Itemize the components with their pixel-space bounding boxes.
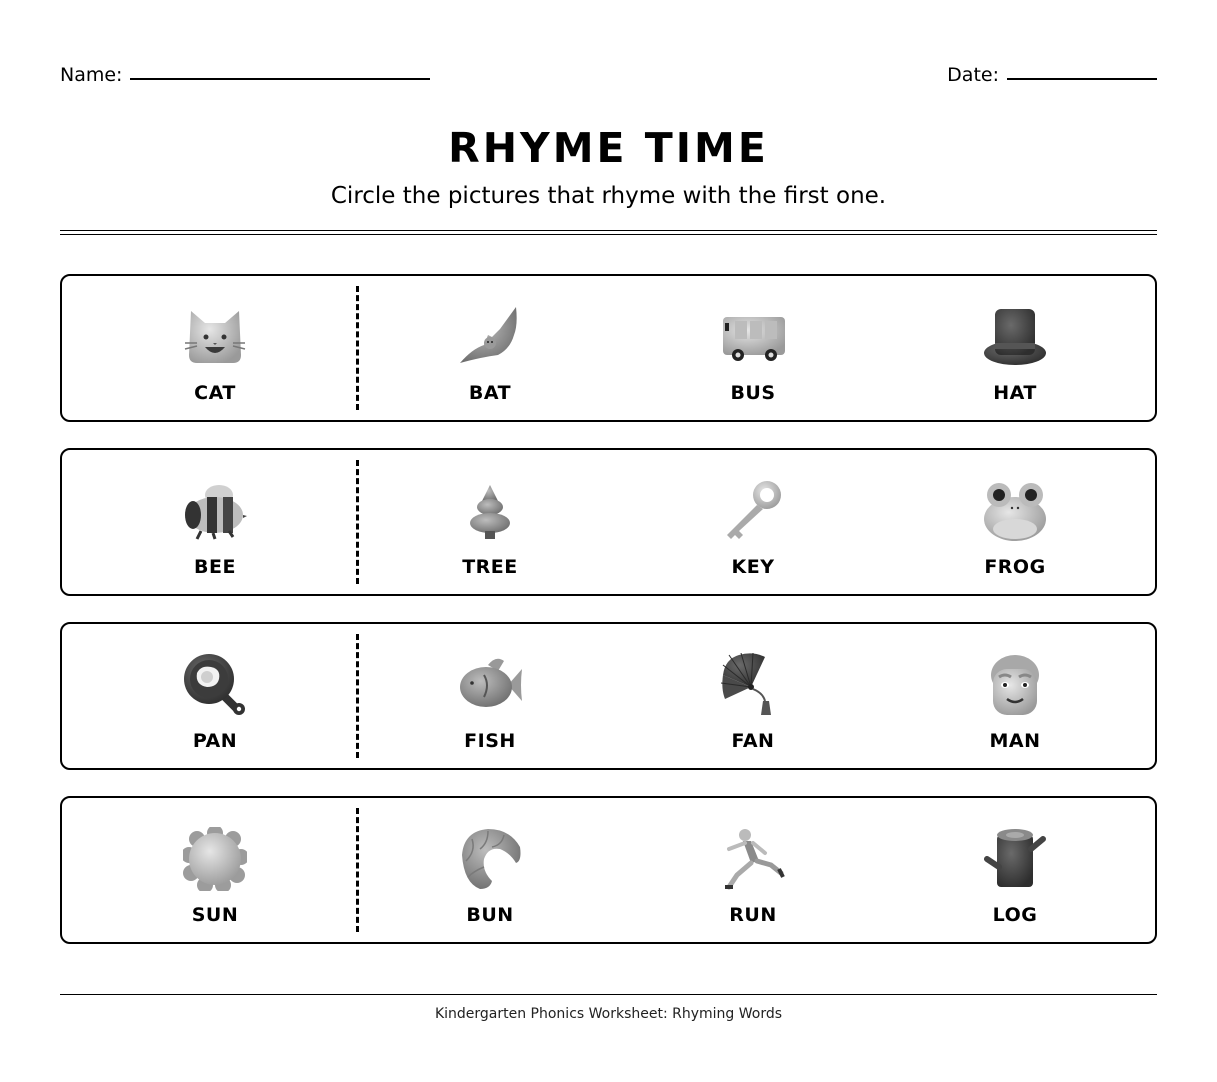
word-label: BAT (468, 382, 512, 404)
footer-rule (60, 994, 1157, 995)
target-picture (135, 304, 295, 404)
name-label: Name: (60, 64, 123, 86)
fish-icon[interactable] (457, 652, 523, 718)
run-icon[interactable] (720, 826, 786, 892)
bee-icon (182, 478, 248, 544)
man-icon[interactable] (982, 652, 1048, 718)
rhyme-row-3 (60, 622, 1157, 770)
choice-picture[interactable] (410, 304, 570, 404)
word-label: BUS (730, 382, 776, 404)
word-label: FISH (464, 730, 516, 752)
name-field[interactable] (60, 64, 430, 86)
choice-picture[interactable] (673, 826, 833, 926)
word-label: PAN (192, 730, 238, 752)
rhyme-row-2 (60, 448, 1157, 596)
word-label: FAN (731, 730, 775, 752)
word-label: BUN (466, 904, 514, 926)
rhyme-row-4 (60, 796, 1157, 944)
page-title: RHYME TIME (448, 124, 769, 172)
target-picture (135, 478, 295, 578)
choice-picture[interactable] (935, 478, 1095, 578)
word-label: LOG (992, 904, 1038, 926)
word-label: BEE (194, 556, 236, 578)
target-picture (135, 826, 295, 926)
choice-picture[interactable] (673, 652, 833, 752)
frog-icon[interactable] (982, 478, 1048, 544)
dashed-divider (356, 634, 359, 758)
date-blank-line[interactable] (1007, 78, 1157, 80)
choice-picture[interactable] (410, 478, 570, 578)
tree-icon[interactable] (457, 478, 523, 544)
hat-icon[interactable] (982, 304, 1048, 370)
dashed-divider (356, 460, 359, 584)
rhyme-row-1 (60, 274, 1157, 422)
pan-icon (182, 652, 248, 718)
choice-picture[interactable] (935, 652, 1095, 752)
word-label: TREE (462, 556, 518, 578)
choice-picture[interactable] (410, 652, 570, 752)
log-icon[interactable] (982, 826, 1048, 892)
key-icon[interactable] (720, 478, 786, 544)
header-row (60, 58, 1157, 86)
footer-text: Kindergarten Phonics Worksheet: Rhyming Words (434, 1006, 783, 1022)
word-label: MAN (989, 730, 1041, 752)
word-label: CAT (194, 382, 236, 404)
word-label: HAT (993, 382, 1037, 404)
target-picture (135, 652, 295, 752)
choice-picture[interactable] (673, 304, 833, 404)
name-blank-line[interactable] (130, 78, 430, 80)
word-label: RUN (729, 904, 777, 926)
word-label: SUN (191, 904, 239, 926)
cat-icon (182, 304, 248, 370)
bus-icon[interactable] (720, 304, 786, 370)
header-double-rule (60, 230, 1157, 235)
bat-icon[interactable] (457, 304, 523, 370)
dashed-divider (356, 808, 359, 932)
choice-picture[interactable] (673, 478, 833, 578)
instructions: Circle the pictures that rhyme with the first one. (330, 183, 887, 209)
word-label: FROG (984, 556, 1046, 578)
word-label: KEY (731, 556, 775, 578)
dashed-divider (356, 286, 359, 410)
choice-picture[interactable] (935, 304, 1095, 404)
choice-picture[interactable] (935, 826, 1095, 926)
fan-icon[interactable] (720, 652, 786, 718)
bun-icon[interactable] (457, 826, 523, 892)
choice-picture[interactable] (410, 826, 570, 926)
date-label: Date: (947, 64, 999, 86)
date-field[interactable] (947, 64, 1157, 86)
sun-icon (182, 826, 248, 892)
